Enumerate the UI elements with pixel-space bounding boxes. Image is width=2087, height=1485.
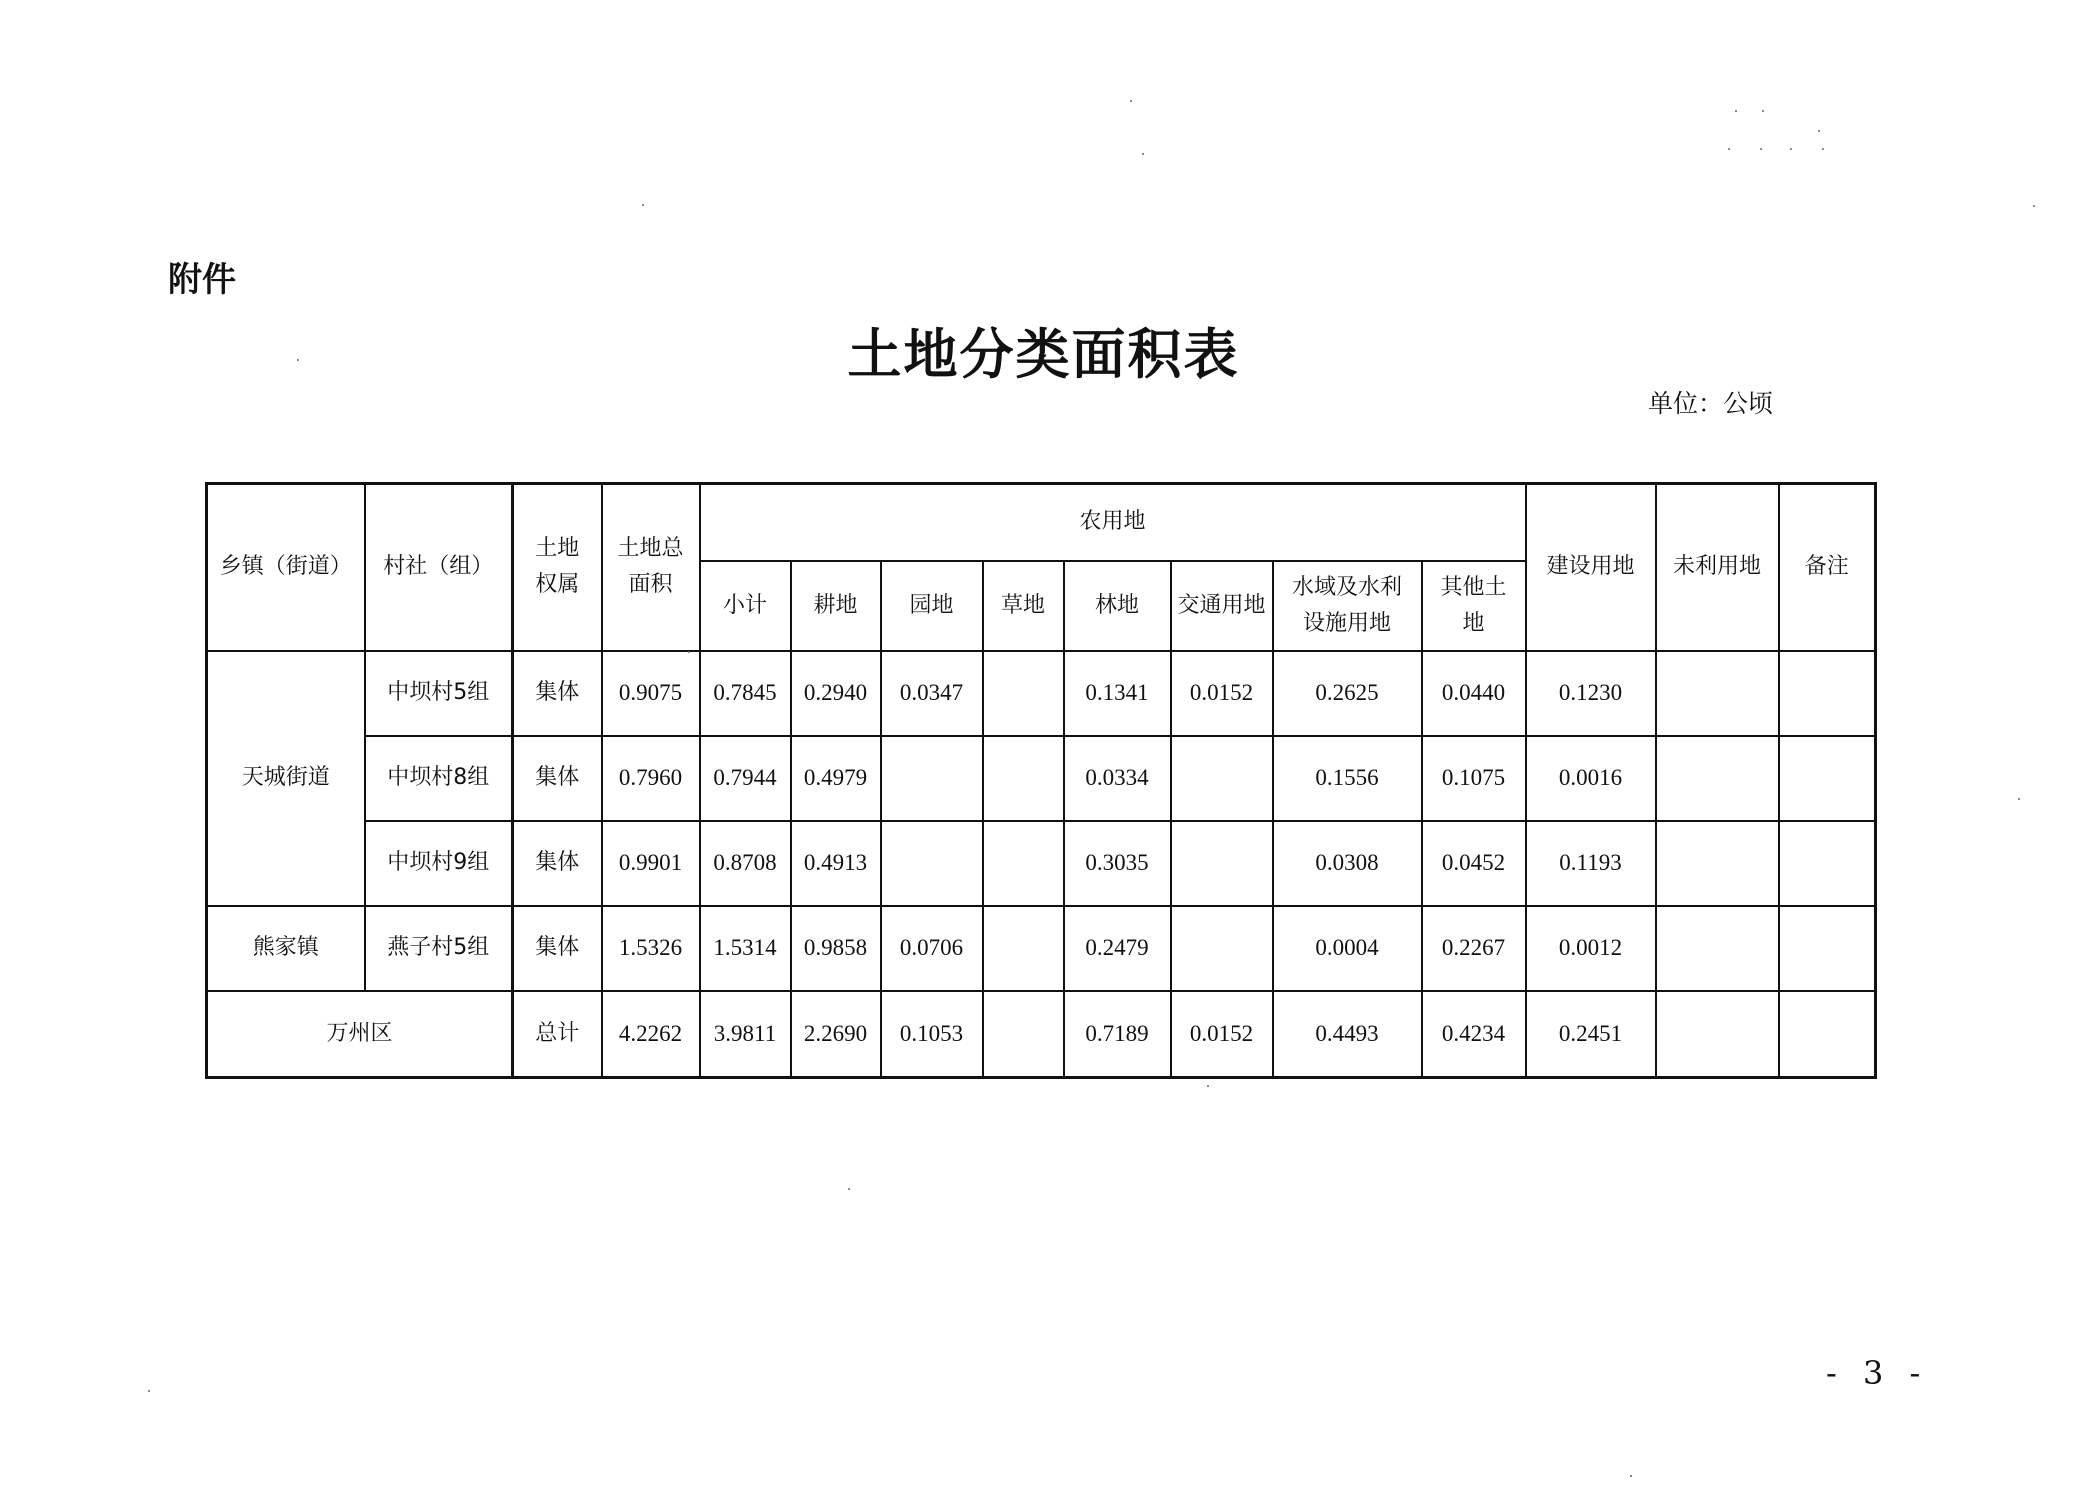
page-title: 土地分类面积表 bbox=[847, 323, 1240, 386]
total-label-cell: 总计 bbox=[513, 991, 602, 1078]
district-cell: 万州区 bbox=[207, 991, 513, 1078]
subtotal-cell: 0.7845 bbox=[700, 651, 791, 736]
scan-speck bbox=[2018, 798, 2020, 800]
water-cell: 0.0308 bbox=[1273, 821, 1422, 906]
table-row bbox=[207, 821, 1876, 906]
transport-cell: 0.0152 bbox=[1171, 991, 1273, 1078]
ownership-cell: 集体 bbox=[513, 821, 602, 906]
cultivated-cell: 2.2690 bbox=[791, 991, 881, 1078]
village-cell: 中坝村5组 bbox=[365, 651, 513, 736]
total-area-cell: 1.5326 bbox=[602, 906, 700, 991]
water-cell: 0.1556 bbox=[1273, 736, 1422, 821]
header-remarks: 备注 bbox=[1779, 484, 1876, 651]
land-classification-table bbox=[205, 482, 1877, 1079]
page-number: - 3 - bbox=[1826, 1354, 1929, 1392]
grass-cell bbox=[983, 991, 1064, 1078]
forest-cell: 0.2479 bbox=[1064, 906, 1171, 991]
total-area-cell: 0.7960 bbox=[602, 736, 700, 821]
header-village: 村社（组） bbox=[365, 484, 513, 651]
township-cell: 熊家镇 bbox=[207, 906, 365, 991]
ownership-cell: 集体 bbox=[513, 906, 602, 991]
total-row bbox=[207, 991, 1876, 1078]
scan-speck bbox=[1762, 110, 1764, 112]
village-cell: 燕子村5组 bbox=[365, 906, 513, 991]
scan-speck bbox=[1790, 148, 1792, 150]
total-area-cell: 0.9901 bbox=[602, 821, 700, 906]
remarks-cell bbox=[1779, 736, 1876, 821]
transport-cell bbox=[1171, 906, 1273, 991]
total-area-cell: 4.2262 bbox=[602, 991, 700, 1078]
ownership-cell: 集体 bbox=[513, 736, 602, 821]
scan-speck bbox=[848, 1188, 850, 1190]
transport-cell: 0.0152 bbox=[1171, 651, 1273, 736]
forest-cell: 0.0334 bbox=[1064, 736, 1171, 821]
transport-cell bbox=[1171, 821, 1273, 906]
scan-speck bbox=[1630, 1475, 1632, 1477]
scan-speck bbox=[1760, 148, 1762, 150]
grass-cell bbox=[983, 736, 1064, 821]
garden-cell bbox=[881, 736, 983, 821]
table-row bbox=[207, 736, 1876, 821]
ownership-cell: 集体 bbox=[513, 651, 602, 736]
unused-cell bbox=[1656, 906, 1779, 991]
other-cell: 0.4234 bbox=[1422, 991, 1526, 1078]
unused-cell bbox=[1656, 651, 1779, 736]
unused-cell bbox=[1656, 821, 1779, 906]
unused-cell bbox=[1656, 736, 1779, 821]
total-area-cell: 0.9075 bbox=[602, 651, 700, 736]
header-water: 水域及水利设施用地 bbox=[1273, 561, 1422, 651]
garden-cell: 0.0347 bbox=[881, 651, 983, 736]
scan-speck bbox=[642, 204, 644, 206]
scan-speck bbox=[148, 1390, 150, 1392]
cultivated-cell: 0.4913 bbox=[791, 821, 881, 906]
construction-cell: 0.0016 bbox=[1526, 736, 1656, 821]
header-grass: 草地 bbox=[983, 561, 1064, 651]
subtotal-cell: 0.8708 bbox=[700, 821, 791, 906]
construction-cell: 0.1230 bbox=[1526, 651, 1656, 736]
header-unused: 未利用地 bbox=[1656, 484, 1779, 651]
header-construction: 建设用地 bbox=[1526, 484, 1656, 651]
remarks-cell bbox=[1779, 821, 1876, 906]
cultivated-cell: 0.4979 bbox=[791, 736, 881, 821]
construction-cell: 0.1193 bbox=[1526, 821, 1656, 906]
header-garden: 园地 bbox=[881, 561, 983, 651]
transport-cell bbox=[1171, 736, 1273, 821]
remarks-cell bbox=[1779, 651, 1876, 736]
scan-speck bbox=[1207, 1085, 1209, 1087]
scan-speck bbox=[1130, 100, 1132, 102]
water-cell: 0.0004 bbox=[1273, 906, 1422, 991]
other-cell: 0.2267 bbox=[1422, 906, 1526, 991]
header-cultivated: 耕地 bbox=[791, 561, 881, 651]
other-cell: 0.1075 bbox=[1422, 736, 1526, 821]
water-cell: 0.4493 bbox=[1273, 991, 1422, 1078]
header-subtotal: 小计 bbox=[700, 561, 791, 651]
garden-cell bbox=[881, 821, 983, 906]
header-transport: 交通用地 bbox=[1171, 561, 1273, 651]
header-other: 其他土地 bbox=[1422, 561, 1526, 651]
scan-speck bbox=[1818, 130, 1820, 132]
construction-cell: 0.2451 bbox=[1526, 991, 1656, 1078]
garden-cell: 0.1053 bbox=[881, 991, 983, 1078]
forest-cell: 0.7189 bbox=[1064, 991, 1171, 1078]
scan-speck bbox=[2033, 205, 2035, 207]
grass-cell bbox=[983, 651, 1064, 736]
grass-cell bbox=[983, 906, 1064, 991]
table-row bbox=[207, 651, 1876, 736]
grass-cell bbox=[983, 821, 1064, 906]
scan-speck bbox=[1142, 153, 1144, 155]
scan-speck bbox=[688, 651, 690, 653]
remarks-cell bbox=[1779, 991, 1876, 1078]
unused-cell bbox=[1656, 991, 1779, 1078]
table-row bbox=[207, 906, 1876, 991]
unit-label: 单位：公顷 bbox=[1648, 389, 1774, 418]
scan-speck bbox=[1735, 110, 1737, 112]
cultivated-cell: 0.9858 bbox=[791, 906, 881, 991]
scan-speck bbox=[1822, 148, 1824, 150]
forest-cell: 0.1341 bbox=[1064, 651, 1171, 736]
header-forest: 林地 bbox=[1064, 561, 1171, 651]
header-township: 乡镇（街道） bbox=[207, 484, 365, 651]
cultivated-cell: 0.2940 bbox=[791, 651, 881, 736]
header-agricultural-land: 农用地 bbox=[700, 484, 1526, 561]
header-row-1 bbox=[207, 484, 1876, 561]
garden-cell: 0.0706 bbox=[881, 906, 983, 991]
water-cell: 0.2625 bbox=[1273, 651, 1422, 736]
subtotal-cell: 1.5314 bbox=[700, 906, 791, 991]
other-cell: 0.0440 bbox=[1422, 651, 1526, 736]
township-cell: 天城街道 bbox=[207, 651, 365, 906]
scan-speck bbox=[297, 359, 299, 361]
other-cell: 0.0452 bbox=[1422, 821, 1526, 906]
construction-cell: 0.0012 bbox=[1526, 906, 1656, 991]
subtotal-cell: 3.9811 bbox=[700, 991, 791, 1078]
scan-speck bbox=[1728, 148, 1730, 150]
attachment-label: 附件 bbox=[168, 260, 236, 300]
header-total-area: 土地总面积 bbox=[602, 484, 700, 651]
remarks-cell bbox=[1779, 906, 1876, 991]
forest-cell: 0.3035 bbox=[1064, 821, 1171, 906]
village-cell: 中坝村9组 bbox=[365, 821, 513, 906]
village-cell: 中坝村8组 bbox=[365, 736, 513, 821]
subtotal-cell: 0.7944 bbox=[700, 736, 791, 821]
header-ownership: 土地权属 bbox=[513, 484, 602, 651]
